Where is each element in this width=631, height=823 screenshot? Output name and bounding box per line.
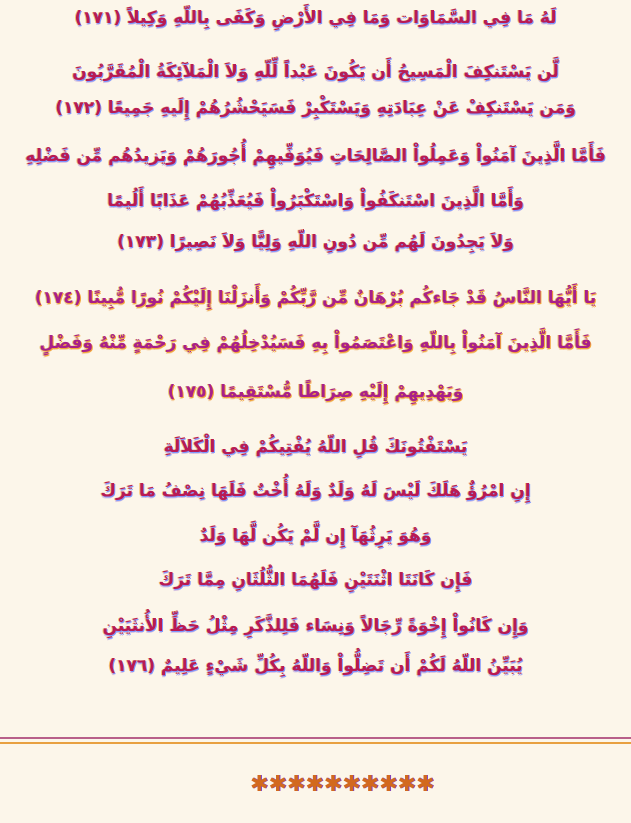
ornament-glyph: ✱ (268, 772, 287, 797)
divider-top (0, 737, 631, 739)
ornament-glyph: ✱ (286, 772, 306, 797)
verse-line: وَإِن كَانُواْ إِخْوَةً رِّجَالاً وَنِسَاء فَلِلذَّكَرِ مِثْلُ حَظِّ الأُنثَيَيْنِ (102, 616, 529, 636)
verse-line: إِنِ امْرُؤٌ هَلَكَ لَيْسَ لَهُ وَلَدٌ وَلَهُ أُخْتٌ فَلَهَا نِصْفُ مَا تَرَكَ (100, 481, 531, 501)
verse-line: وَأَمَّا الَّذِينَ اسْتَنكَفُواْ وَاسْتَكْبَرُواْ فَيُعَذِّبُهُمْ عَذَابًا أَلُيمًا (107, 191, 524, 211)
verse-line: فَأَمَّا الَّذِينَ آمَنُواْ وَعَمِلُواْ الصَّالِحَاتِ فَيُوَفِّيهِمْ أُجُورَهُمْ وَيَزيدُهُم مِّن فَضْلِهِ (25, 146, 606, 166)
ornament-glyph: ✱ (415, 772, 435, 797)
ornament-glyph: ✱ (397, 772, 416, 797)
decorative-border-icon (250, 771, 435, 799)
ornament-glyph: ✱ (305, 772, 324, 797)
verse-line: وَيَهْدِيهِمْ إِلَيْهِ صِرَاطًا مُّسْتَقِيمًا (١٧٥) (167, 382, 464, 402)
verse-line: لَّن يَسْتَنكِفَ الْمَسِيحُ أَن يَكُونَ عَبْداً لِّلّهِ وَلاَ الْمَلآئِكَةُ الْمُقَرَّبُونَ (72, 62, 559, 82)
ornament-glyph: ✱ (360, 772, 380, 797)
verse-line: فَأَمَّا الَّذِينَ آمَنُواْ بِاللّهِ وَاعْتَصَمُواْ بِهِ فَسَيُدْخِلُهُمْ فِي رَحْمَةٍ مِّنْهُ وَفَضْلٍ (39, 333, 592, 353)
ornament-glyph: ✱ (250, 772, 269, 797)
ornament-glyph: ✱ (379, 772, 398, 797)
verse-line: يُبَيِّنُ اللّهُ لَكُمْ أَن تَضِلُّواْ وَاللّهُ بِكُلِّ شَيْءٍ عَلِيمٌ (١٧٦) (108, 656, 523, 676)
verse-line: وَمَن يَسْتَنكِفْ عَنْ عِبَادَتِهِ وَيَسْتَكْبِرْ فَسَيَحْشُرُهُمْ إِلَيهِ جَمِيعًا (١٧٢) (55, 98, 576, 118)
verse-line: فَإِن كَانَتَا اثْنَتَيْنِ فَلَهُمَا الثُّلُثَانِ مِمَّا تَرَكَ (158, 570, 473, 590)
verse-line: وَلاَ يَجِدُونَ لَهُم مِّن دُونِ اللّهِ وَلِيًّا وَلاَ نَصِيرًا (١٧٣) (117, 232, 514, 252)
verse-line: وَهُوَ يَرِثُهَآ إِن لَّمْ يَكُن لَّهَا وَلَدٌ (199, 526, 432, 546)
verse-line: يَا أَيُّهَا النَّاسُ قَدْ جَاءكُم بُرْهَانٌ مِّن رَّبِّكُمْ وَأَنزَلْنَا إِلَيْكُمْ نُورًا مُّبِينًا (١٧٤) (34, 288, 597, 308)
verse-line: لَهُ مَا فِي السَّمَاوَات وَمَا فِي الأَرْضِ وَكَفَى بِاللّهِ وَكِيلاً (١٧١) (74, 8, 557, 28)
ornament-glyph: ✱ (323, 772, 343, 797)
divider-bottom (0, 742, 631, 744)
ornament-glyph: ✱ (342, 772, 361, 797)
verse-line: يَسْتَفْتُونَكَ قُلِ اللّهُ يُفْتِيكُمْ فِي الْكَلاَلَةِ (163, 437, 468, 457)
